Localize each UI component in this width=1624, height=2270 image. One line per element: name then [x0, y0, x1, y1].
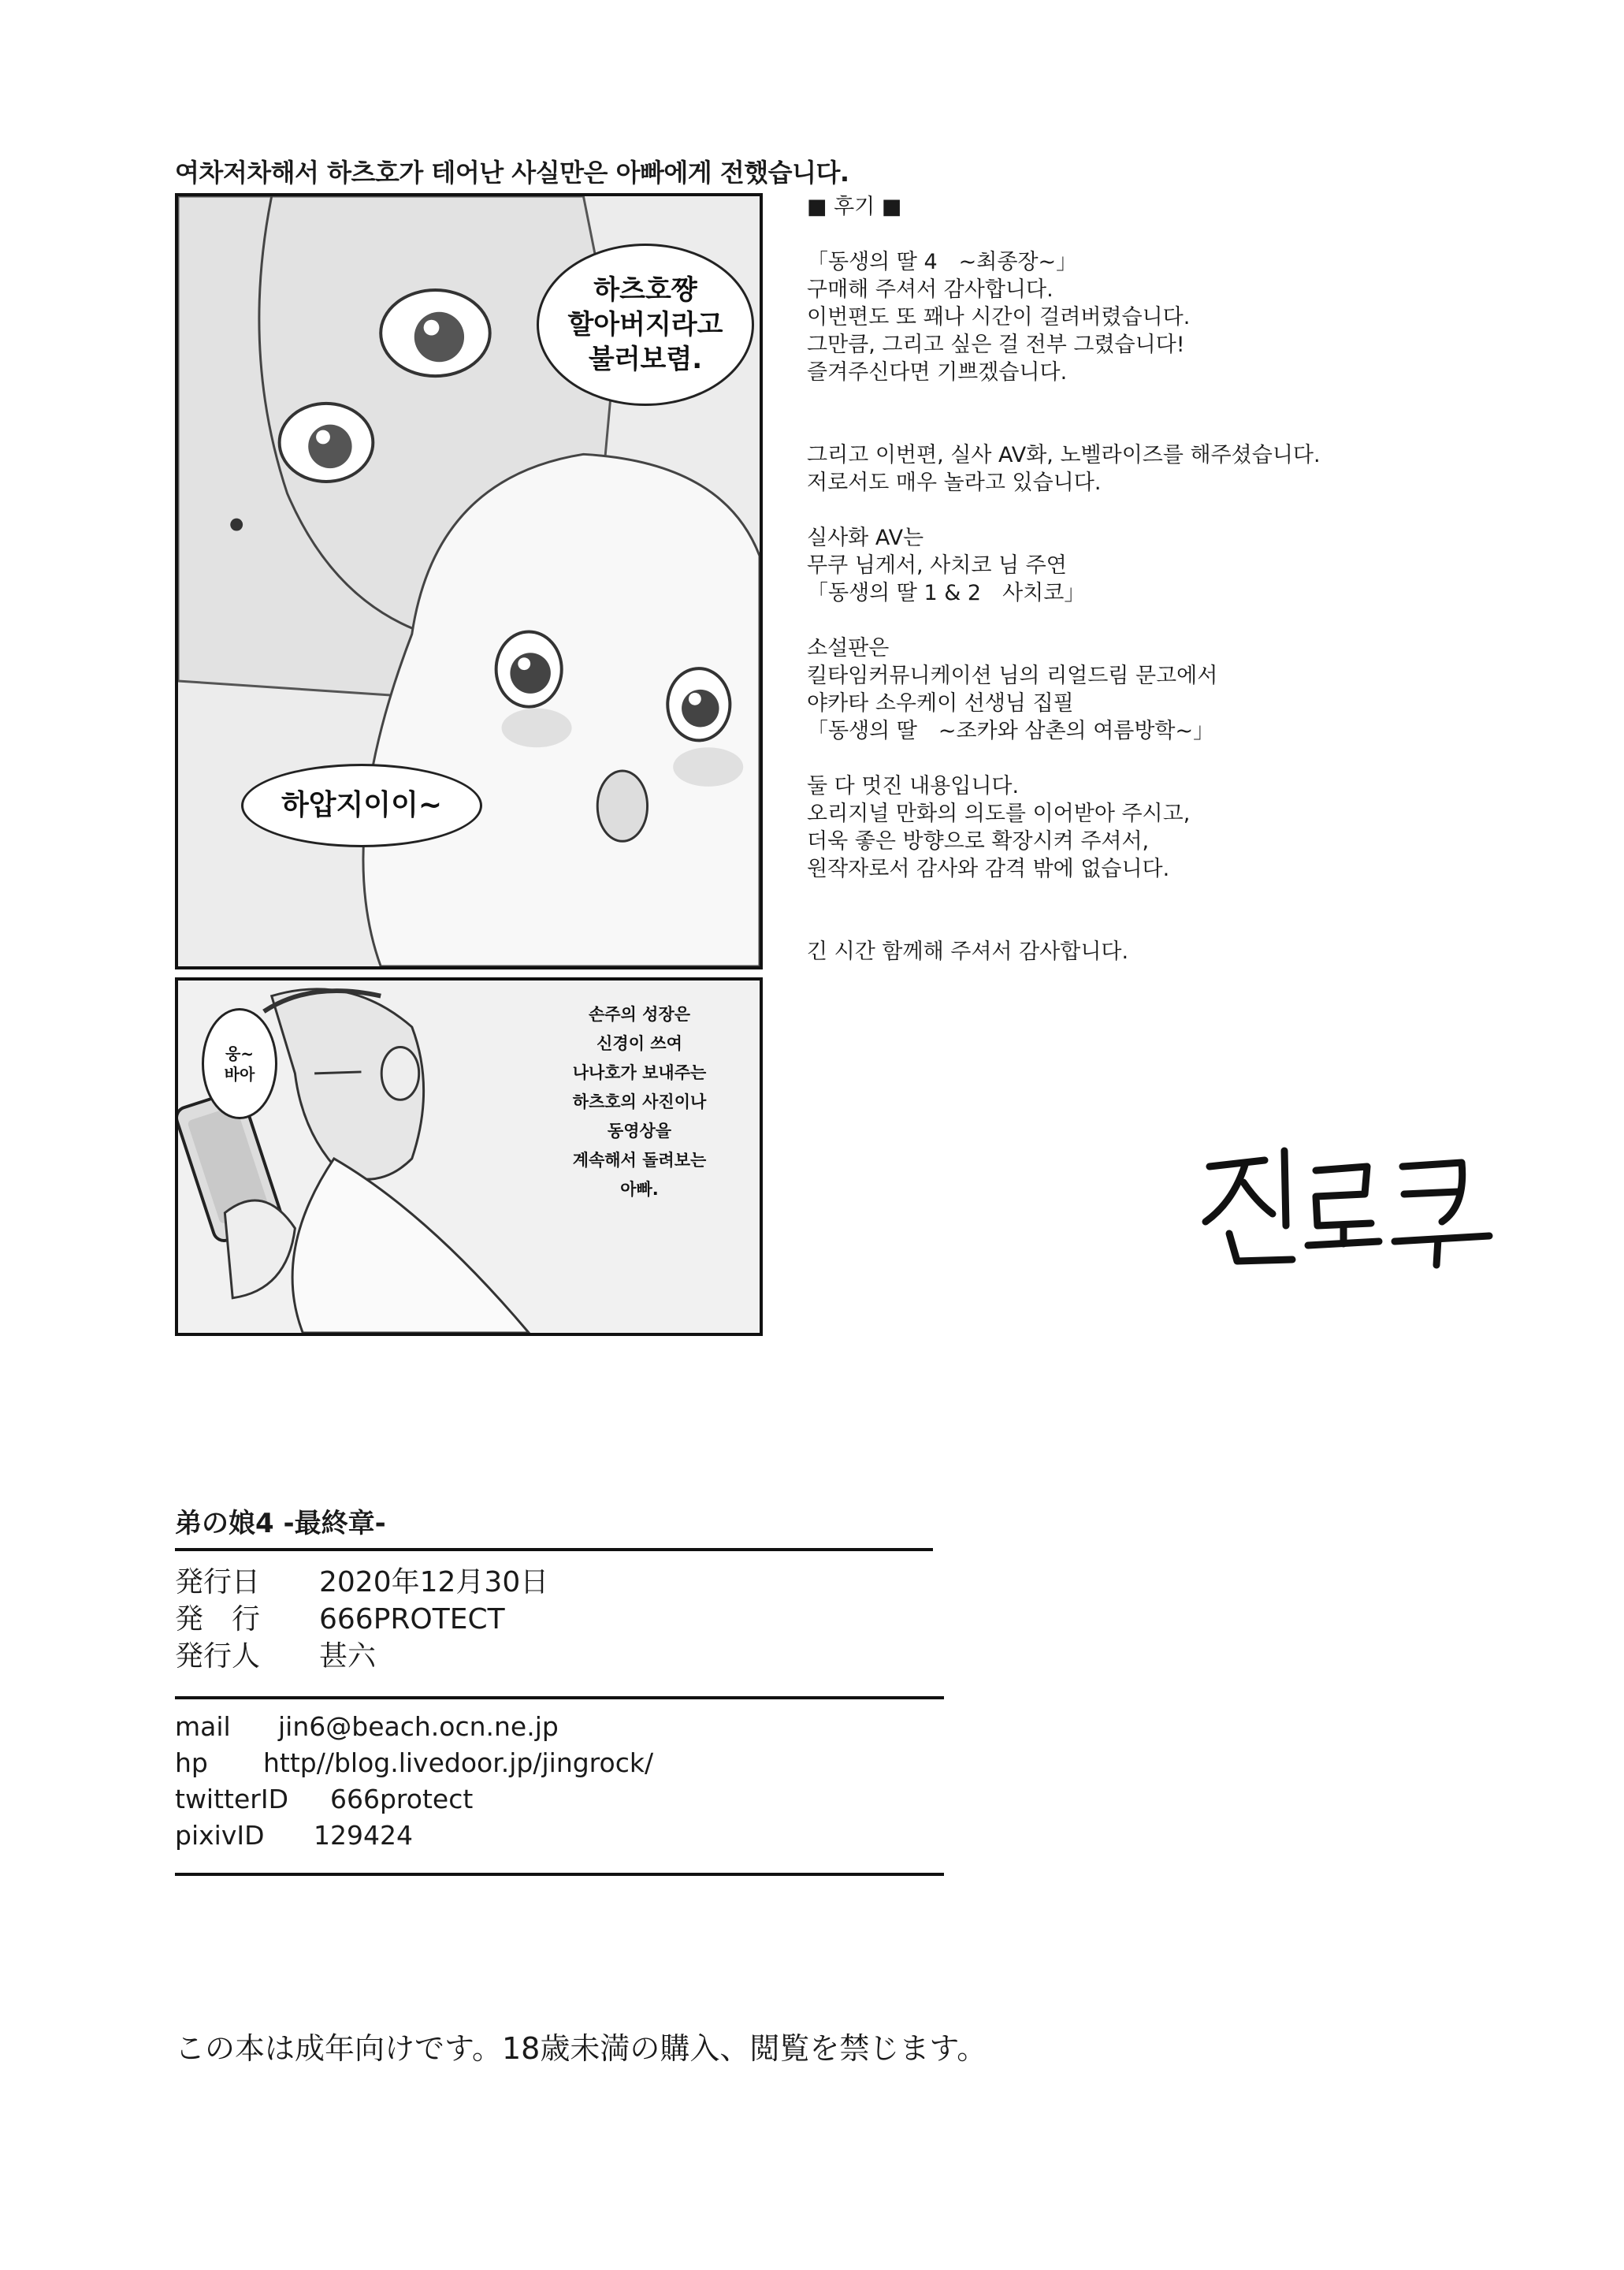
pixiv-label: pixivID — [175, 1820, 265, 1851]
twitter-label: twitterID — [175, 1784, 288, 1814]
divider — [175, 1696, 944, 1699]
speech-bubble-baby: 하압지이이~ — [241, 764, 482, 847]
divider — [175, 1548, 933, 1551]
bubble-line: 할아버지라고 — [567, 309, 723, 340]
panel-caption: 여차저차해서 하츠호가 테어난 사실만은 아빠에게 전했습니다. — [175, 158, 849, 188]
twitter-value: 666protect — [330, 1784, 474, 1814]
publication-date-value: 2020年12月30日 — [319, 1566, 549, 1598]
narration-line: 신경이 쓰여 — [596, 1034, 682, 1053]
narration-line: 아빠. — [620, 1180, 659, 1199]
narration-line: 하츠호의 사진이나 — [572, 1092, 707, 1111]
divider — [175, 1873, 944, 1876]
bubble-line: 하츠호쨩 — [593, 274, 697, 306]
mail-value: jin6@beach.ocn.ne.jp — [278, 1711, 559, 1742]
narration-line: 나나호가 보내주는 — [572, 1063, 707, 1082]
bubble-line: 바아 — [224, 1064, 255, 1084]
manga-panel-mother-baby — [175, 193, 763, 969]
publisher-label: 発 行 — [175, 1603, 261, 1636]
publisher-person-value: 甚六 — [319, 1640, 377, 1673]
narration-line: 손주의 성장은 — [588, 1005, 691, 1024]
publication-date-label: 発行日 — [175, 1566, 261, 1598]
adult-content-notice: この本は成年向けです。18歳未満の購入、閲覧を禁じます。 — [175, 2031, 987, 2066]
contact-hp-row — [175, 1747, 653, 1780]
afterword-text: ■ 후기 ■ 「동생의 딸 4 ~최종장~」 구매해 주셔서 감사합니다. 이번편도 또 꽤나 시간이 걸려버렸습니다. 그만큼, 그리고 싶은 걸 전부 그렸습니다! 즐겨주신다면 기쁘겠습니다. 그리고 이번편, 실사 AV화, 노벨라이즈를 해주셨습니다. 저로서도 매우 놀라고 있습니다. 실사화 AV는 무쿠 님게서, 사치코 님 주연 「동생의 딸 1 & 2 사치코」 소설판은 킬타임커뮤니케이션 님의 리얼드림 문고에서 야카타 소우케이 선생님 집필 「동생의 딸 ~조카와 삼촌의 여름방학~」 둘 다 멋진 내용입니다. 오리지널 만화의 의도를 이어받아 주시고, 더욱 좋은 방향으로 확장시켜 주셔서, 원작자로서 감사와 감격 밖에 없습니다. 긴 시간 함께해 주셔서 감사합니다. — [807, 195, 1321, 964]
contact-pixiv-row — [175, 1819, 413, 1852]
mail-label: mail — [175, 1711, 231, 1742]
speech-bubble-mother — [537, 244, 754, 406]
hp-label: hp — [175, 1747, 208, 1778]
handwritten-signature — [1198, 1135, 1497, 1269]
contact-twitter-row — [175, 1783, 473, 1816]
narration-box — [543, 1000, 736, 1204]
bubble-line: 불러보렴. — [588, 344, 703, 375]
narration-line: 계속해서 돌려보는 — [572, 1151, 707, 1170]
manga-panel-grandfather-phone — [175, 977, 763, 1336]
publisher-person-label: 発行人 — [175, 1640, 261, 1673]
publisher-value: 666PROTECT — [319, 1603, 505, 1636]
bubble-line: 웅~ — [225, 1044, 255, 1063]
hp-value: http//blog.livedoor.jp/jingrock/ — [263, 1747, 654, 1778]
pixiv-value: 129424 — [314, 1820, 413, 1851]
contact-mail-row — [175, 1710, 559, 1743]
book-title: 弟の娘4 -最終章- — [175, 1508, 386, 1539]
narration-line: 동영상을 — [607, 1122, 672, 1141]
publisher-person-row — [175, 1639, 376, 1675]
publication-date-row — [175, 1565, 548, 1601]
publisher-row — [175, 1602, 505, 1638]
speech-bubble-video — [202, 1008, 277, 1119]
